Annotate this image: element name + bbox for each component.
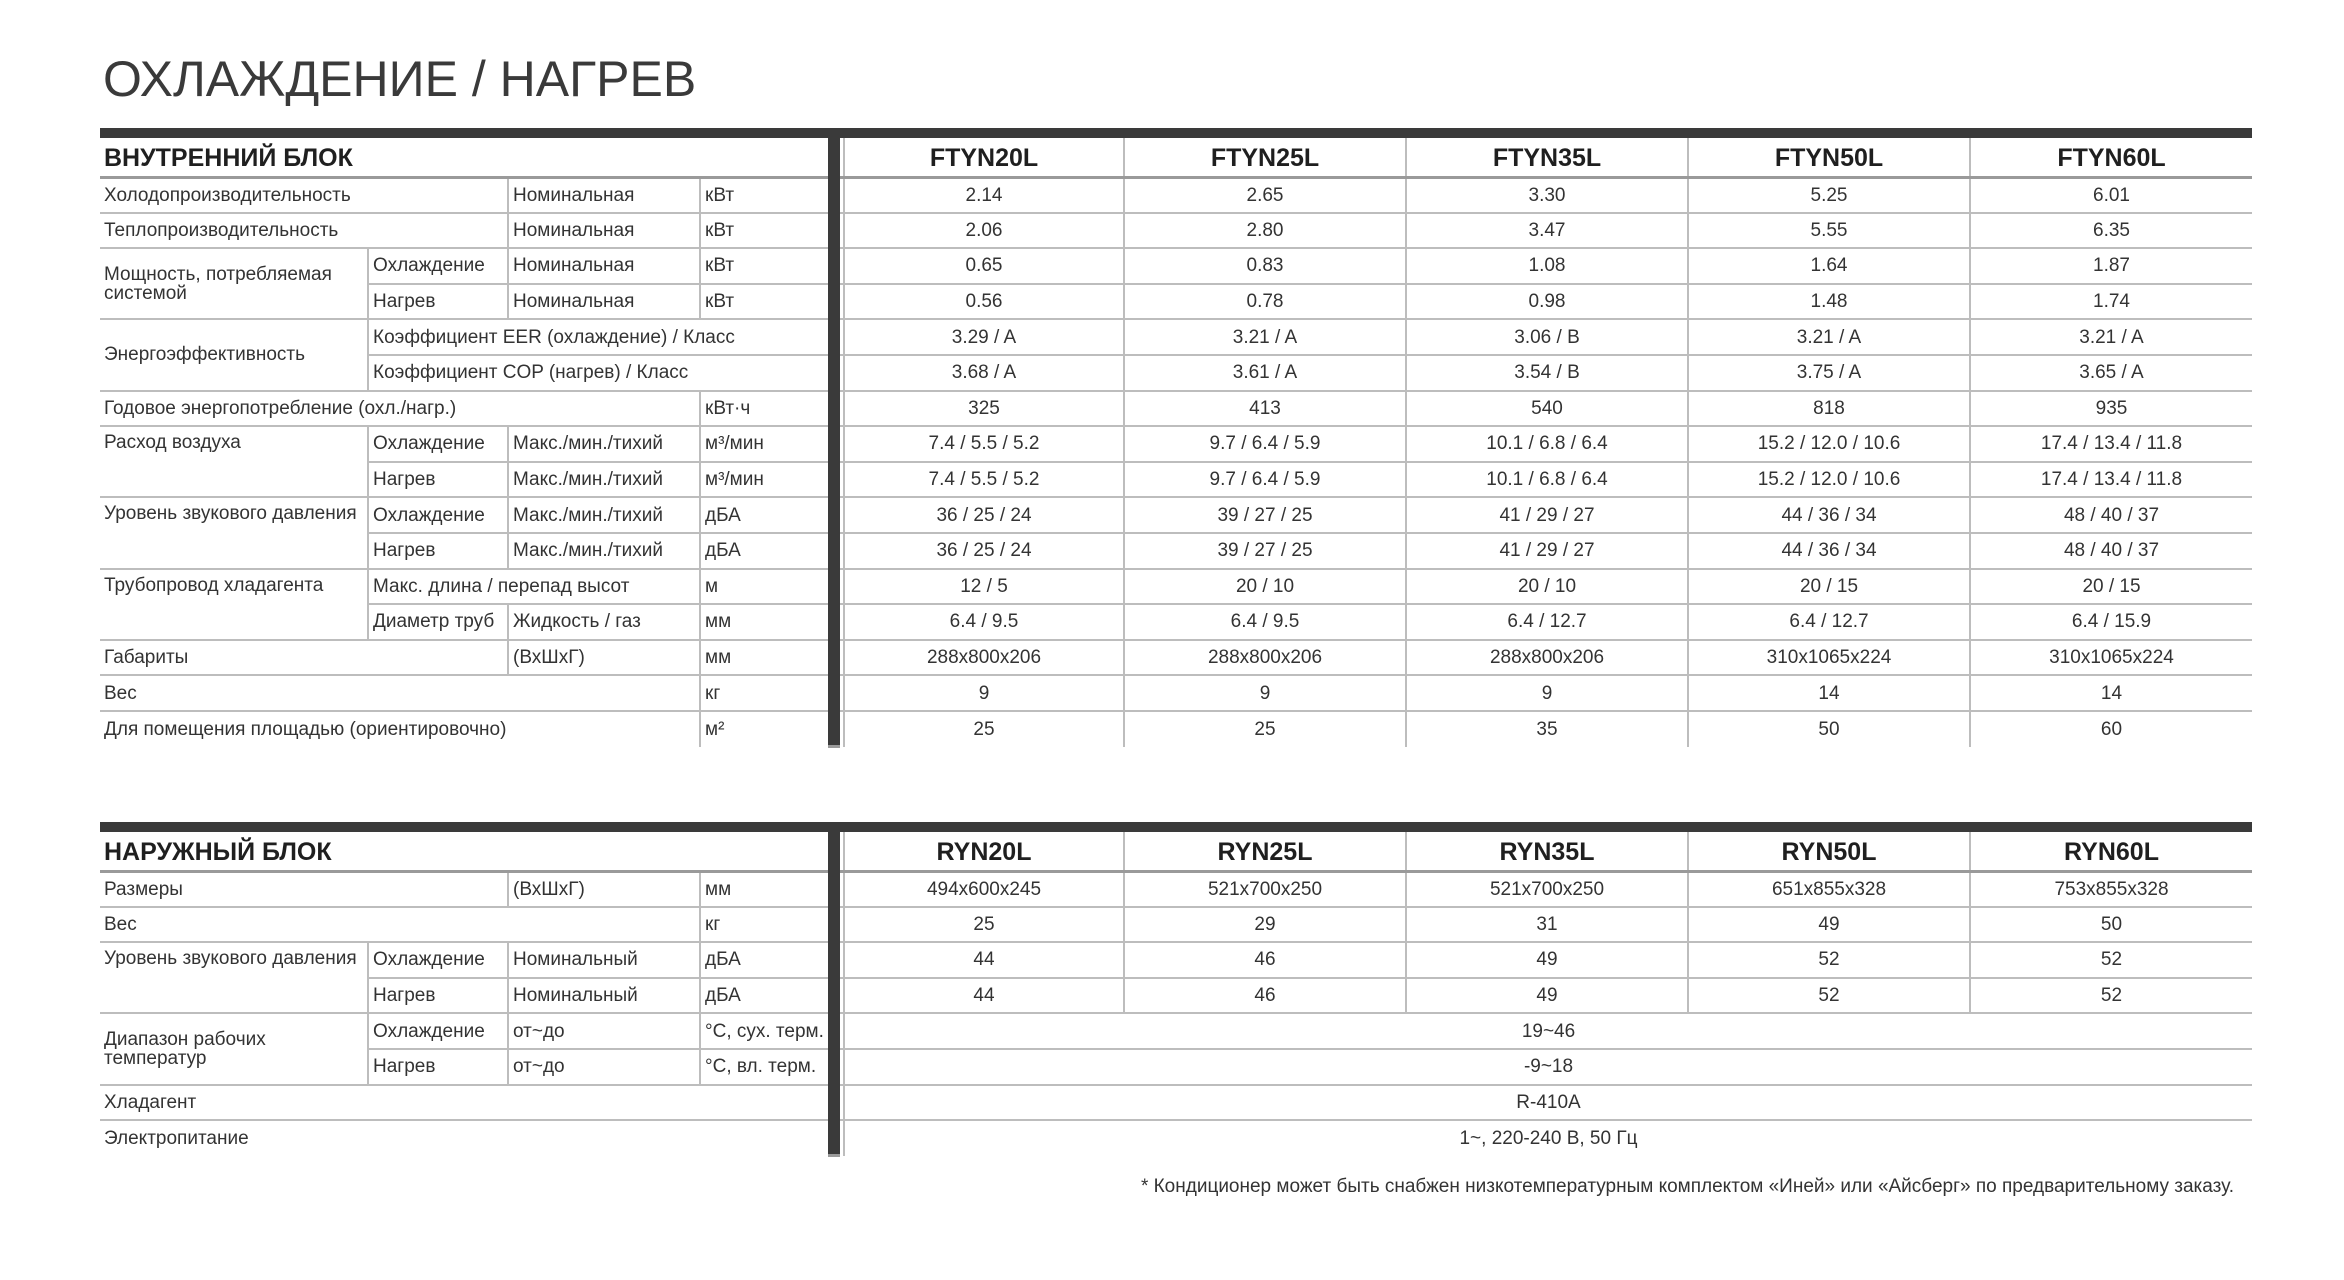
page-title: ОХЛАЖДЕНИЕ / НАГРЕВ	[103, 51, 697, 107]
cell-value: 9	[1124, 675, 1406, 711]
cell-value: 52	[1970, 978, 2252, 1014]
table-row	[100, 604, 2252, 640]
table-row	[100, 640, 2252, 676]
row-unit: кВт	[700, 248, 824, 284]
cell-value: 3.30	[1406, 177, 1688, 213]
model-header: FTYN20L	[844, 133, 1124, 177]
row-unit: дБА	[700, 533, 824, 569]
cell-value: 41 / 29 / 27	[1406, 497, 1688, 533]
cell-value: 5.55	[1688, 213, 1970, 249]
row-label: Хладагент	[100, 1085, 824, 1121]
table-row	[100, 426, 2252, 462]
row-unit: мм	[700, 604, 824, 640]
table-row	[100, 497, 2252, 533]
table-row	[100, 213, 2252, 249]
row-mode: Коэффициент EER (охлаждение) / Класс	[368, 319, 824, 355]
model-header: FTYN50L	[1688, 133, 1970, 177]
model-header: RYN60L	[1970, 827, 2252, 871]
column-divider	[828, 827, 840, 1156]
model-header: RYN25L	[1124, 827, 1406, 871]
cell-value-merged: -9~18	[844, 1049, 2252, 1085]
cell-value: 521x700x250	[1406, 871, 1688, 907]
indoor-unit-table	[100, 128, 2252, 748]
model-header: FTYN60L	[1970, 133, 2252, 177]
row-unit: м²	[700, 711, 824, 747]
cell-value-merged: 19~46	[844, 1013, 2252, 1049]
cell-value: 3.29 / A	[844, 319, 1124, 355]
table-row	[100, 284, 2252, 320]
cell-value: 3.68 / A	[844, 355, 1124, 391]
cell-value: 2.65	[1124, 177, 1406, 213]
outdoor-header-label: НАРУЖНЫЙ БЛОК	[100, 827, 824, 871]
table-row	[100, 1013, 2252, 1049]
cell-value: 494x600x245	[844, 871, 1124, 907]
cell-value: 50	[1688, 711, 1970, 747]
row-subtype: (ВхШхГ)	[508, 871, 700, 907]
cell-value: 14	[1970, 675, 2252, 711]
cell-value: 46	[1124, 978, 1406, 1014]
row-label: Трубопровод хладагента	[100, 569, 368, 640]
cell-value: 2.06	[844, 213, 1124, 249]
cell-value: 935	[1970, 391, 2252, 427]
cell-value: 3.21 / A	[1124, 319, 1406, 355]
row-subtype: Номинальная	[508, 284, 700, 320]
row-mode: Нагрев	[368, 533, 508, 569]
outdoor-header-row	[100, 827, 2252, 871]
row-subtype: от~до	[508, 1049, 700, 1085]
cell-value: 10.1 / 6.8 / 6.4	[1406, 426, 1688, 462]
cell-value: 17.4 / 13.4 / 11.8	[1970, 426, 2252, 462]
cell-value: 52	[1688, 942, 1970, 978]
row-mode: Диаметр труб	[368, 604, 508, 640]
cell-value: 753x855x328	[1970, 871, 2252, 907]
row-mode: Нагрев	[368, 1049, 508, 1085]
cell-value: 3.21 / A	[1970, 319, 2252, 355]
cell-value: 39 / 27 / 25	[1124, 533, 1406, 569]
footnote: * Кондиционер может быть снабжен низкотемпературным комплектом «Иней» или «Айсберг» по предварительному заказу.	[1140, 1176, 2234, 1197]
cell-value: 6.01	[1970, 177, 2252, 213]
table-row	[100, 1120, 2252, 1156]
cell-value: 288x800x206	[1406, 640, 1688, 676]
cell-value: 413	[1124, 391, 1406, 427]
table-row	[100, 871, 2252, 907]
table-row	[100, 1049, 2252, 1085]
table-row	[100, 319, 2252, 355]
row-unit: м³/мин	[700, 462, 824, 498]
cell-value: 651x855x328	[1688, 871, 1970, 907]
row-subtype: (ВхШхГ)	[508, 640, 700, 676]
cell-value: 49	[1688, 907, 1970, 943]
row-mode: Охлаждение	[368, 1013, 508, 1049]
cell-value: 2.14	[844, 177, 1124, 213]
row-mode: Охлаждение	[368, 942, 508, 978]
cell-value: 6.35	[1970, 213, 2252, 249]
cell-value: 3.75 / A	[1688, 355, 1970, 391]
outdoor-unit-table	[100, 822, 2252, 1157]
cell-value: 49	[1406, 978, 1688, 1014]
cell-value: 44	[844, 942, 1124, 978]
table-row	[100, 391, 2252, 427]
cell-value: 49	[1406, 942, 1688, 978]
cell-value: 6.4 / 9.5	[844, 604, 1124, 640]
row-unit: мм	[700, 640, 824, 676]
row-label: Для помещения площадью (ориентировочно)	[104, 718, 507, 740]
row-subtype: Макс./мин./тихий	[508, 462, 700, 498]
cell-value: 1.87	[1970, 248, 2252, 284]
cell-value: 0.98	[1406, 284, 1688, 320]
cell-value: 0.78	[1124, 284, 1406, 320]
indoor-header-row	[100, 133, 2252, 177]
row-label: Электропитание	[104, 1127, 249, 1149]
cell-value: 521x700x250	[1124, 871, 1406, 907]
cell-value: 10.1 / 6.8 / 6.4	[1406, 462, 1688, 498]
model-header: FTYN25L	[1124, 133, 1406, 177]
row-mode: Макс. длина / перепад высот	[368, 569, 700, 605]
row-unit: °C, вл. терм.	[700, 1049, 824, 1085]
cell-value: 9	[1406, 675, 1688, 711]
cell-value-merged: R-410A	[844, 1085, 2252, 1121]
table-row	[100, 533, 2252, 569]
table-row	[100, 1085, 2252, 1121]
cell-value: 7.4 / 5.5 / 5.2	[844, 426, 1124, 462]
cell-value: 15.2 / 12.0 / 10.6	[1688, 426, 1970, 462]
row-unit: кВт	[700, 213, 824, 249]
row-unit: дБА	[700, 942, 824, 978]
row-label: Вес	[100, 907, 700, 943]
row-mode: Нагрев	[368, 462, 508, 498]
table-row	[100, 569, 2252, 605]
cell-value: 540	[1406, 391, 1688, 427]
row-unit: дБА	[700, 497, 824, 533]
cell-value: 39 / 27 / 25	[1124, 497, 1406, 533]
row-subtype: Номинальный	[508, 978, 700, 1014]
cell-value: 6.4 / 12.7	[1688, 604, 1970, 640]
row-mode: Нагрев	[368, 284, 508, 320]
table-row	[100, 462, 2252, 498]
cell-value: 310x1065x224	[1970, 640, 2252, 676]
cell-value: 15.2 / 12.0 / 10.6	[1688, 462, 1970, 498]
cell-value: 9	[844, 675, 1124, 711]
cell-value: 52	[1688, 978, 1970, 1014]
cell-value: 325	[844, 391, 1124, 427]
table-row	[100, 978, 2252, 1014]
row-subtype: Макс./мин./тихий	[508, 426, 700, 462]
row-unit: кВт	[700, 284, 824, 320]
row-mode: Нагрев	[368, 978, 508, 1014]
row-subtype: Макс./мин./тихий	[508, 497, 700, 533]
cell-value: 0.65	[844, 248, 1124, 284]
table-row	[100, 942, 2252, 978]
cell-value: 60	[1970, 711, 2252, 747]
cell-value: 3.47	[1406, 213, 1688, 249]
row-label: Холодопроизводительность	[100, 177, 508, 213]
table-row	[100, 907, 2252, 943]
cell-value: 31	[1406, 907, 1688, 943]
cell-value: 1.64	[1688, 248, 1970, 284]
row-subtype: Номинальная	[508, 213, 700, 249]
cell-value-merged: 1~, 220-240 В, 50 Гц	[844, 1120, 2252, 1156]
row-label: Размеры	[100, 871, 508, 907]
row-mode: Охлаждение	[368, 426, 508, 462]
table-row	[100, 711, 2252, 747]
cell-value: 288x800x206	[1124, 640, 1406, 676]
row-label: Мощность, потребляемая системой	[100, 248, 368, 319]
row-label: Годовое энергопотребление (охл./нагр.)	[100, 391, 700, 427]
cell-value: 0.83	[1124, 248, 1406, 284]
cell-value: 17.4 / 13.4 / 11.8	[1970, 462, 2252, 498]
cell-value: 25	[1124, 711, 1406, 747]
cell-value: 9.7 / 6.4 / 5.9	[1124, 462, 1406, 498]
cell-value: 36 / 25 / 24	[844, 533, 1124, 569]
cell-value: 20 / 15	[1688, 569, 1970, 605]
row-mode: Охлаждение	[368, 248, 508, 284]
cell-value: 3.54 / B	[1406, 355, 1688, 391]
row-label: Уровень звукового давления	[100, 497, 368, 568]
cell-value: 1.48	[1688, 284, 1970, 320]
model-header: FTYN35L	[1406, 133, 1688, 177]
cell-value: 3.61 / A	[1124, 355, 1406, 391]
row-unit: дБА	[700, 978, 824, 1014]
row-label: Теплопроизводительность	[100, 213, 508, 249]
cell-value: 288x800x206	[844, 640, 1124, 676]
cell-value: 3.06 / B	[1406, 319, 1688, 355]
table-row	[100, 248, 2252, 284]
cell-value: 20 / 10	[1406, 569, 1688, 605]
cell-value: 1.08	[1406, 248, 1688, 284]
row-label: Диапазон рабочих температур	[100, 1013, 368, 1084]
table-row	[100, 355, 2252, 391]
cell-value: 12 / 5	[844, 569, 1124, 605]
model-header: RYN20L	[844, 827, 1124, 871]
row-subtype: Номинальная	[508, 248, 700, 284]
row-unit: м³/мин	[700, 426, 824, 462]
table-row	[100, 177, 2252, 213]
row-subtype: Жидкость / газ	[508, 604, 700, 640]
row-unit: кВт	[700, 177, 824, 213]
row-mode: Коэффициент COP (нагрев) / Класс	[368, 355, 824, 391]
cell-value: 7.4 / 5.5 / 5.2	[844, 462, 1124, 498]
row-unit: кг	[700, 675, 824, 711]
cell-value: 6.4 / 12.7	[1406, 604, 1688, 640]
cell-value: 0.56	[844, 284, 1124, 320]
cell-value: 3.21 / A	[1688, 319, 1970, 355]
cell-value: 25	[844, 907, 1124, 943]
row-subtype: Макс./мин./тихий	[508, 533, 700, 569]
cell-value: 41 / 29 / 27	[1406, 533, 1688, 569]
cell-value: 20 / 10	[1124, 569, 1406, 605]
cell-value: 20 / 15	[1970, 569, 2252, 605]
table-row	[100, 675, 2252, 711]
cell-value: 2.80	[1124, 213, 1406, 249]
row-subtype: от~до	[508, 1013, 700, 1049]
cell-value: 44	[844, 978, 1124, 1014]
row-unit: °C, сух. терм.	[700, 1013, 824, 1049]
cell-value: 44 / 36 / 34	[1688, 533, 1970, 569]
cell-value: 35	[1406, 711, 1688, 747]
cell-value: 1.74	[1970, 284, 2252, 320]
row-label: Расход воздуха	[100, 426, 368, 497]
cell-value: 9.7 / 6.4 / 5.9	[1124, 426, 1406, 462]
row-label: Вес	[100, 675, 700, 711]
row-subtype: Номинальный	[508, 942, 700, 978]
row-subtype: Номинальная	[508, 177, 700, 213]
row-mode: Охлаждение	[368, 497, 508, 533]
cell-value: 6.4 / 15.9	[1970, 604, 2252, 640]
row-label: Уровень звукового давления	[100, 942, 368, 1013]
model-header: RYN50L	[1688, 827, 1970, 871]
cell-value: 3.65 / A	[1970, 355, 2252, 391]
cell-value: 36 / 25 / 24	[844, 497, 1124, 533]
row-unit: мм	[700, 871, 824, 907]
cell-value: 48 / 40 / 37	[1970, 533, 2252, 569]
row-unit: кВт·ч	[700, 391, 824, 427]
column-divider	[828, 133, 840, 747]
cell-value: 25	[844, 711, 1124, 747]
row-unit: кг	[700, 907, 824, 943]
model-header: RYN35L	[1406, 827, 1688, 871]
cell-value: 5.25	[1688, 177, 1970, 213]
row-unit: м	[700, 569, 824, 605]
row-label: Габариты	[100, 640, 508, 676]
cell-value: 14	[1688, 675, 1970, 711]
cell-value: 52	[1970, 942, 2252, 978]
cell-value: 29	[1124, 907, 1406, 943]
cell-value: 310x1065x224	[1688, 640, 1970, 676]
cell-value: 44 / 36 / 34	[1688, 497, 1970, 533]
cell-value: 6.4 / 9.5	[1124, 604, 1406, 640]
cell-value: 46	[1124, 942, 1406, 978]
cell-value: 50	[1970, 907, 2252, 943]
cell-value: 48 / 40 / 37	[1970, 497, 2252, 533]
indoor-header-label: ВНУТРЕННИЙ БЛОК	[100, 133, 824, 177]
cell-value: 818	[1688, 391, 1970, 427]
row-label: Энергоэффективность	[100, 319, 368, 390]
